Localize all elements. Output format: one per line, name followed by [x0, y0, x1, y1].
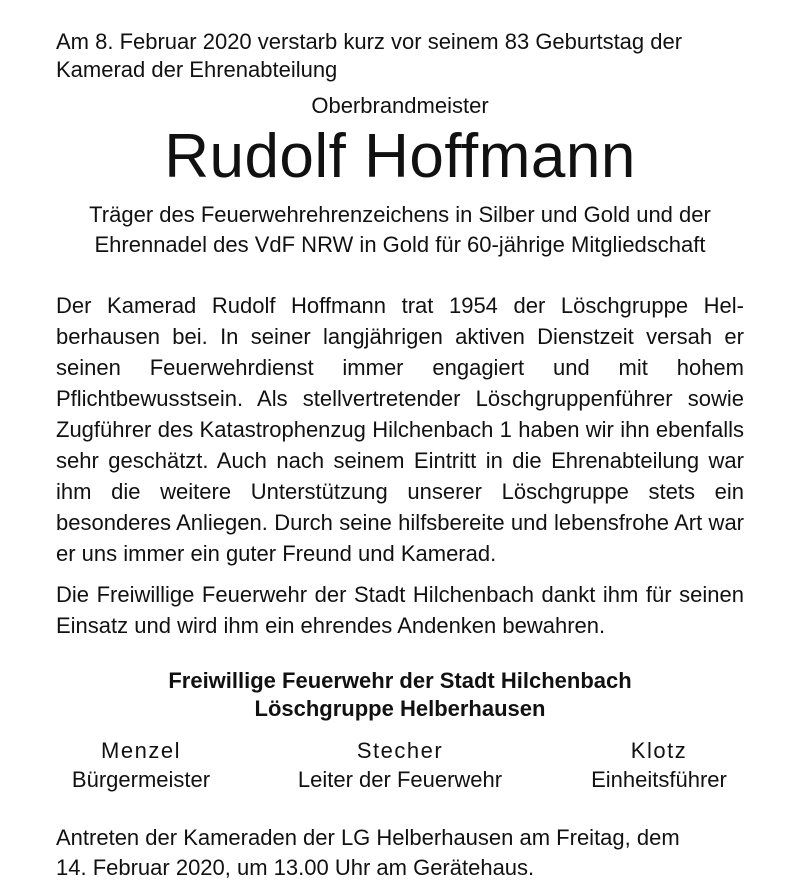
intro-text: [56, 28, 744, 84]
signer-left: [56, 737, 226, 795]
thanks-paragraph: Die Freiwillige Feuerwehr der Stadt Hilchenbach dankt ihm für seinen Einsatz und wird ihm ein ehrendes Andenken bewahren.: [56, 582, 744, 638]
signer-name: Stecher: [356, 738, 444, 763]
assembly-notice: [56, 823, 744, 883]
signer-role: Leiter der Feuerwehr: [297, 767, 503, 792]
signer-role: Bürgermeister: [71, 767, 211, 792]
tribute-paragraph: Der Kamerad Rudolf Hoffmann trat 1954 der Löschgruppe Helberhausen bei. In seiner langjährigen aktiven Dienstzeit versah er seinen Feuerwehrdienst immer engagiert und mit hohem Pflichtbewusstsein. Als stellvertretender Löschgruppenführer sowie Zugführer des Katastrophenzug Hilchenbach 1 haben wir ihn ebenfalls sehr geschätzt. Auch nach seinem Eintritt in die Ehrenabteilung war ihm die weitere Unterstützung unserer Löschgruppe stets ein besonderes Anliegen. Durch seine hilfsbereite und lebensfrohe Art war er uns immer ein guter Freund und Kamerad.: [56, 293, 744, 566]
signer-right: [574, 737, 744, 795]
intro-line-1: Am 8. Februar 2020 verstarb kurz vor seinem 83 Geburtstag der: [56, 29, 683, 54]
honors-line-2: Ehrennadel des VdF NRW in Gold für 60-jährige Mitgliedschaft: [94, 232, 706, 257]
honors-text: [56, 200, 744, 260]
signer-role: Einheitsführer: [591, 767, 727, 792]
organization-unit: Löschgruppe Helberhausen: [254, 696, 546, 721]
deceased-name: Rudolf Hoffmann: [164, 122, 636, 191]
signer-name: Menzel: [101, 738, 181, 763]
intro-line-2: Kamerad der Ehrenabteilung: [56, 57, 338, 82]
signer-name: Klotz: [630, 738, 688, 763]
assembly-line-2: 14. Februar 2020, um 13.00 Uhr am Gerätehaus.: [56, 855, 535, 880]
organization-block: [56, 667, 744, 723]
honors-line-1: Träger des Feuerwehrehrenzeichens in Silber und Gold und der: [89, 202, 711, 227]
rank-title: Oberbrandmeister: [311, 93, 489, 118]
signer-middle: [275, 737, 525, 795]
assembly-line-1: Antreten der Kameraden der LG Helberhausen am Freitag, dem: [56, 825, 680, 850]
signers-row: [56, 737, 744, 795]
organization-name: Freiwillige Feuerwehr der Stadt Hilchenbach: [168, 668, 632, 693]
